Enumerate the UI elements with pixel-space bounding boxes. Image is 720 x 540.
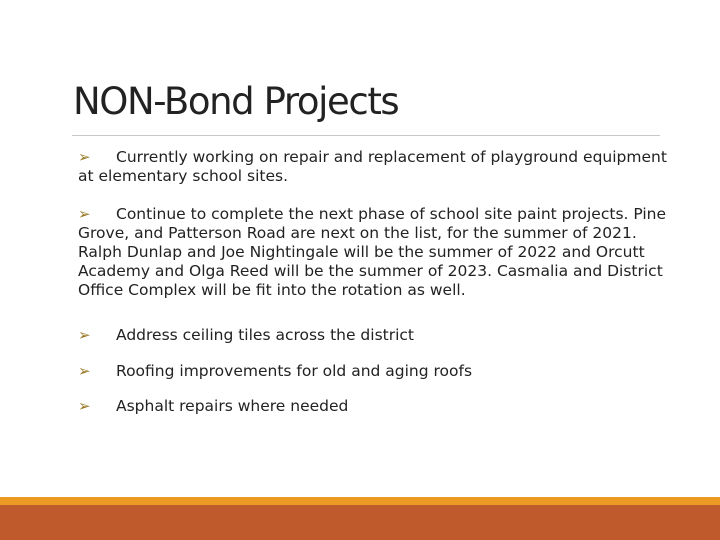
- arrowhead-bullet-icon: ➢: [78, 397, 91, 415]
- bullet-text: Asphalt repairs where needed: [116, 397, 349, 415]
- bullet-item: [78, 326, 718, 345]
- arrowhead-bullet-icon: ➢: [78, 362, 91, 380]
- bullet-item: [78, 205, 718, 300]
- bullet-item: [78, 397, 718, 416]
- footer-bar: [0, 505, 720, 540]
- bullet-text: Currently working on repair and replacement of playground equipment at elementary school sites.: [78, 148, 667, 185]
- bullet-text: Roofing improvements for old and aging roofs: [116, 362, 473, 380]
- slide-title: NON-Bond Projects: [73, 80, 399, 123]
- arrowhead-bullet-icon: ➢: [78, 148, 91, 166]
- arrowhead-bullet-icon: ➢: [78, 205, 91, 223]
- bullet-text: Continue to complete the next phase of school site paint projects. Pine Grove, and Patterson Road are next on the list, for the summer of 2021. Ralph Dunlap and Joe Nightingale will be the summer of 2022 and Orcutt Academy and Olga Reed will be the summer of 2023. Casmalia and District Office Complex will be fit into the rotation as well.: [78, 205, 667, 299]
- footer-accent-bar: [0, 497, 720, 505]
- bullet-text: Address ceiling tiles across the district: [116, 326, 415, 344]
- title-divider: [72, 135, 660, 136]
- bullet-item: [78, 362, 718, 381]
- arrowhead-bullet-icon: ➢: [78, 326, 91, 344]
- bullet-item: [78, 148, 718, 186]
